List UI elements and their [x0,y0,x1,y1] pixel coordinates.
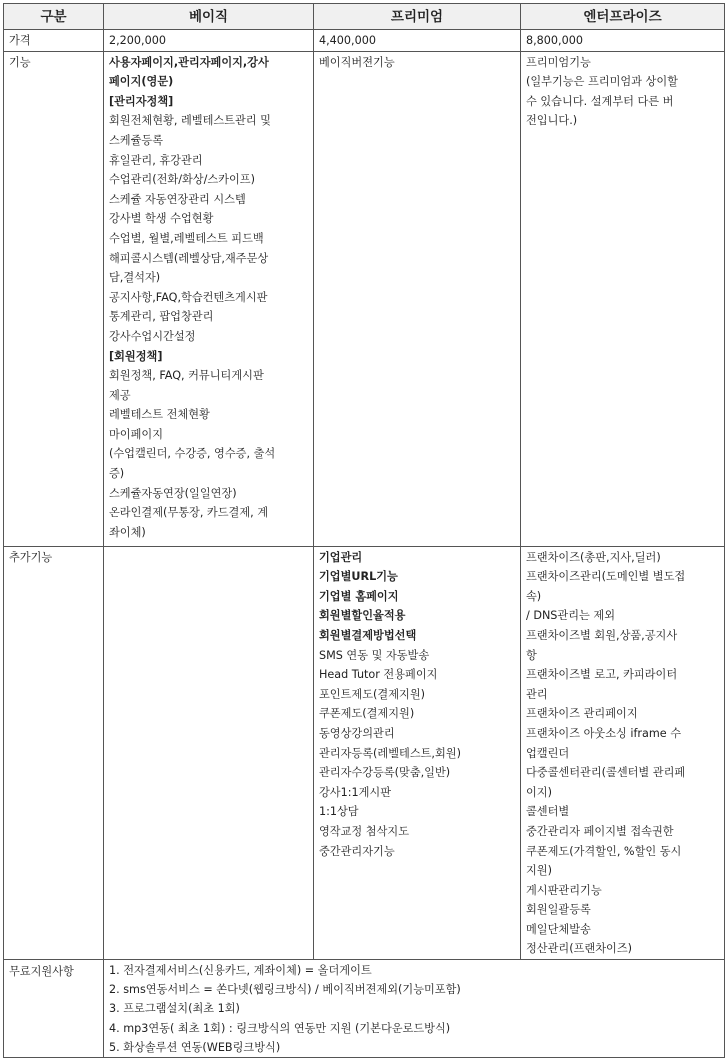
feature-line: 프리미엄기능 [526,55,591,69]
feature-line: 관리 [526,687,548,701]
header-basic: 베이직 [104,4,314,30]
feature-line: 스케쥴등록 [109,133,164,147]
feature-line: 기업관리 [319,550,363,564]
header-row [4,4,725,30]
feature-line: 회원정책, FAQ, 커뮤니티게시판 [109,369,264,383]
feature-line: 업캘린더 [526,746,570,760]
feature-line: 이지) [526,785,552,799]
feature-line: 정산관리(프랜차이즈) [526,942,632,956]
header-enterprise: 엔터프라이즈 [521,4,725,30]
feature-line: 회원일괄등록 [526,903,591,917]
free-support-item: 5. 화상솔루션 연동(WEB링크방식) [109,1040,281,1054]
feature-line: 프랜차이즈별 로고, 카피라이터 [526,668,678,682]
free-support-label: 무료지원사항 [4,960,104,1058]
feature-line: 전입니다.) [526,114,578,128]
feature-line: 회원별할인율적용 [319,609,406,623]
feature-line: [회원정책] [109,349,163,363]
free-support-item: 2. sms연동서비스 = 쏜다넷(웹링크방식) / 베이직버젼제외(기능미포함) [109,983,461,997]
feature-line: 콜센터별 [526,805,570,819]
feature-line: 회원별결제방법선택 [319,628,417,642]
free-support-item: 1. 전자결제서비스(신용카드, 계좌이체) = 올더게이트 [109,964,372,978]
feature-line: 프랜차이즈 관리페이지 [526,707,638,721]
feature-line: 프랜차이즈(총판,지사,딜러) [526,550,661,564]
feature-line: 프랜차이즈별 회원,상품,공지사 [526,628,678,642]
feature-line: 제공 [109,388,131,402]
features-enterprise [521,51,725,546]
feature-line: [관리자정책] [109,94,174,108]
features-premium [314,51,521,546]
feature-line: 게시판관리기능 [526,883,602,897]
feature-line: 스케쥴자동연장(일일연장) [109,486,237,500]
feature-line: Head Tutor 전용페이지 [319,668,438,682]
free-support-item: 3. 프로그램설치(최초 1회) [109,1002,240,1016]
feature-line: 공지사항,FAQ,학습컨텐츠게시판 [109,290,268,304]
features-row [4,51,725,546]
feature-line: 베이직버젼기능 [319,55,395,69]
features-basic [104,51,314,546]
feature-line: 포인트제도(결제지원) [319,687,425,701]
free-support-item: 4. mp3연동( 최초 1회) : 링크방식의 연동만 지원 (기본다운로드방식) [109,1021,451,1035]
feature-line: (일부기능은 프리미엄과 상이할 [526,75,678,89]
extras-basic [104,546,314,959]
plan-comparison-table [3,3,725,1058]
feature-line: 다중콜센터관리(콜센터별 관리페 [526,766,686,780]
feature-line: 항 [526,648,537,662]
price-label: 가격 [4,30,104,52]
feature-line: 프랜차이즈관리(도메인별 별도접 [526,570,686,584]
feature-line: 프랜차이즈 아웃소싱 iframe 수 [526,726,682,740]
price-enterprise: 8,800,000 [521,30,725,52]
feature-line: 좌이체) [109,525,146,539]
extras-row [4,546,725,959]
feature-line: (수업캘린더, 수강증, 영수증, 출석 [109,447,276,461]
feature-line: 관리자등록(레벨테스트,회원) [319,746,461,760]
price-row [4,30,725,52]
feature-line: 마이페이지 [109,427,164,441]
free-support-row [4,960,725,1058]
price-premium: 4,400,000 [314,30,521,52]
feature-line: 기업별 홈페이지 [319,589,399,603]
feature-line: 1:1상담 [319,805,359,819]
feature-line: 강사별 학생 수업현황 [109,212,214,226]
feature-line: 영작교정 첨삭지도 [319,824,410,838]
feature-line: 강사1:1게시판 [319,785,392,799]
feature-line: 쿠폰제도(가격할인, %할인 동시 [526,844,682,858]
feature-line: 담,결석자) [109,271,161,285]
extras-premium [314,546,521,959]
free-support-items [104,960,725,1058]
price-basic: 2,200,000 [104,30,314,52]
feature-line: 수업별, 월별,레벨테스트 피드백 [109,231,264,245]
feature-line: 속) [526,589,542,603]
feature-line: 증) [109,467,125,481]
feature-line: / DNS관리는 제외 [526,609,616,623]
feature-line: 통계관리, 팝업창관리 [109,310,214,324]
feature-line: 강사수업시간설정 [109,329,196,343]
feature-line: 수업관리(전화/화상/스카이프) [109,173,255,187]
feature-line: 스케쥴 자동연장관리 시스템 [109,192,246,206]
feature-line: 지원) [526,864,552,878]
feature-line: SMS 연동 및 자동발송 [319,648,430,662]
feature-line: 사용자페이지,관리자페이지,강사 [109,55,269,69]
feature-line: 쿠폰제도(결제지원) [319,707,415,721]
features-label: 기능 [4,51,104,546]
feature-line: 회원전체현황, 레벨테스트관리 및 [109,114,271,128]
feature-line: 중간관리자기능 [319,844,395,858]
feature-line: 관리자수강등록(맞춤,일반) [319,766,451,780]
header-category: 구분 [4,4,104,30]
extras-label: 추가기능 [4,546,104,959]
extras-enterprise [521,546,725,959]
feature-line: 온라인결제(무통장, 카드결제, 계 [109,506,269,520]
feature-line: 페이지(영문) [109,75,174,89]
header-premium: 프리미엄 [314,4,521,30]
feature-line: 중간관리자 페이지별 접속권한 [526,824,674,838]
feature-line: 수 있습니다. 설계부터 다른 버 [526,94,674,108]
feature-line: 동영상강의관리 [319,726,395,740]
feature-line: 해피콜시스템(레벨상담,재주문상 [109,251,269,265]
feature-line: 휴일관리, 휴강관리 [109,153,203,167]
feature-line: 레벨테스트 전체현황 [109,408,210,422]
feature-line: 메일단체발송 [526,922,591,936]
feature-line: 기업별URL기능 [319,570,398,584]
